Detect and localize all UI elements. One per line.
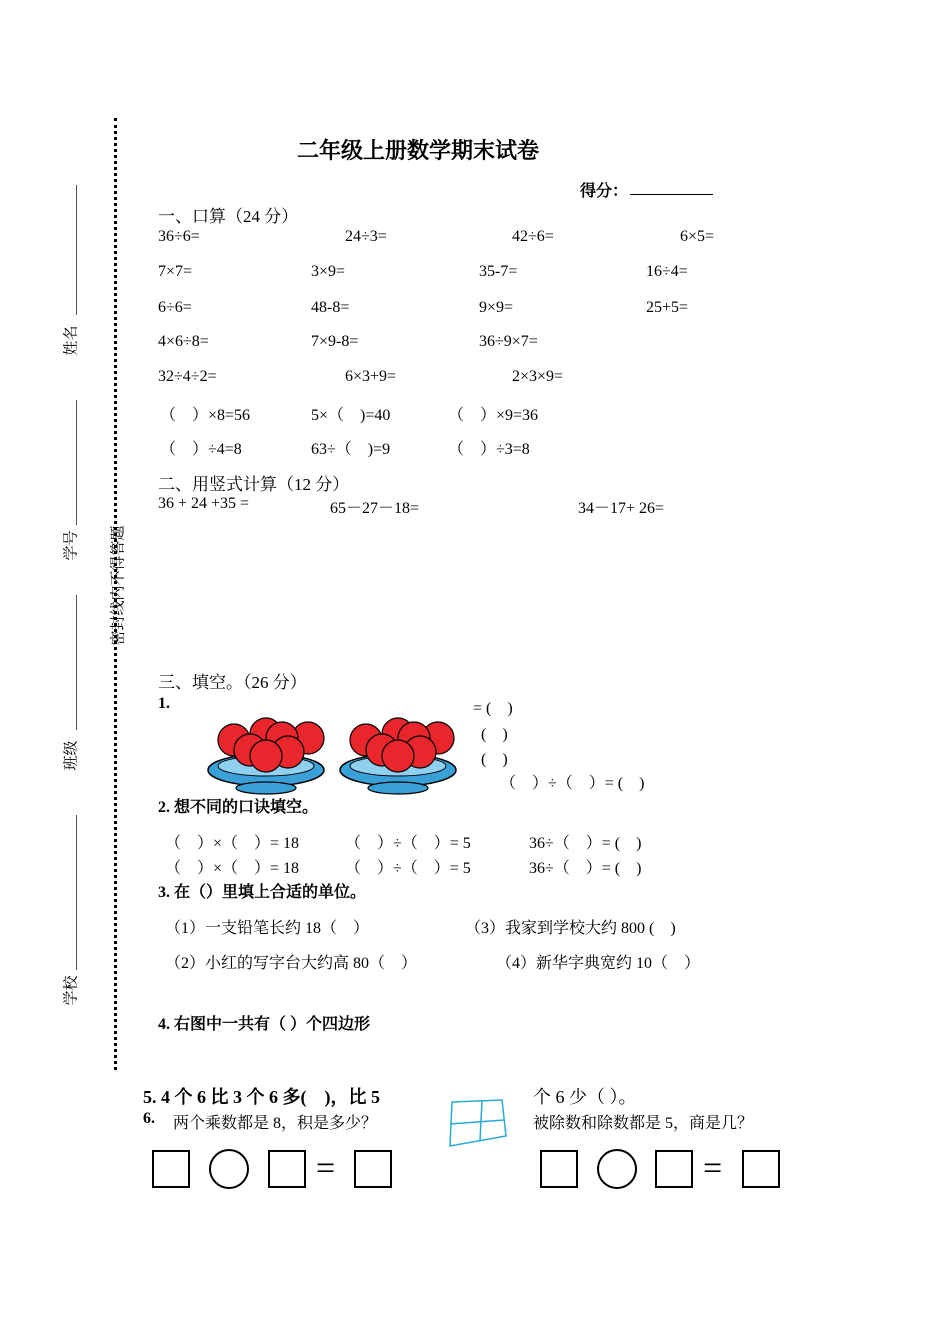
vertical-calc-item: 36 + 24 +35 = [158,495,250,512]
answer-box[interactable] [655,1150,693,1188]
q1-line: ( ) [481,751,508,768]
q2-item: 36÷（ ）= ( ) [529,835,642,852]
equals-sign: = [316,1150,336,1187]
calc-item: 6×3+9= [345,368,397,385]
calc-item: 32÷4÷2= [158,368,217,385]
q3-item: （2）小红的写字台大约高 80（ ） [165,955,418,972]
q4-text: 4. 右图中一共有（ ）个四边形 [158,1016,371,1033]
school-line [76,815,77,970]
calc-item: 24÷3= [345,228,387,245]
calc-item: 35-7= [479,263,518,280]
operator-circle[interactable] [209,1149,249,1189]
apple-plates-illustration [204,708,464,800]
calc-item: 4×6÷8= [158,333,209,350]
student-no-label: 学号 [63,530,80,561]
name-label: 姓名 [63,325,80,356]
answer-box[interactable] [742,1150,780,1188]
calc-item: 16÷4= [646,263,688,280]
section3-heading: 三、填空。（26 分） [158,673,307,692]
score-label: 得分： [580,183,629,200]
q6-text-b: 被除数和除数都是 5，商是几？ [533,1115,754,1132]
section1-heading: 一、口算（24 分） [158,207,299,226]
q1-label: 1. [158,695,170,712]
q2-text: 2. 想不同的口诀填空。 [158,799,319,816]
q3-item: （3）我家到学校大约 800 ( ) [465,920,676,937]
calc-item: 25+5= [646,299,689,316]
calc-item: 63÷（ )=9 [311,441,391,458]
calc-item: 7×9-8= [311,333,359,350]
calc-item: 42÷6= [512,228,554,245]
calc-item: 36÷9×7= [479,333,538,350]
calc-item: 6×5= [680,228,715,245]
q2-item: （ ）×（ ）= 18 [165,835,300,852]
q3-item: （1）一支铅笔长约 18（ ） [165,920,370,937]
section2-heading: 二、用竖式计算（12 分） [158,475,350,494]
calc-item: （ ）×8=56 [160,407,251,424]
calc-item: 36÷6= [158,228,200,245]
q1-line: = ( ) [473,700,513,717]
calc-item: （ ）×9=36 [448,407,539,424]
answer-box[interactable] [354,1150,392,1188]
page-title: 二年级上册数学期末试卷 [297,138,540,163]
q1-line: ( ) [481,726,508,743]
school-label: 学校 [63,975,80,1006]
vertical-calc-item: 34－17+ 26= [578,500,665,517]
calc-item: 9×9= [479,299,514,316]
q6-label: 6. [143,1110,155,1127]
calc-item: 6÷6= [158,299,192,316]
q3-text: 3. 在（）里填上合适的单位。 [158,884,367,901]
q3-item: （4）新华字典宽约 10（ ） [496,955,701,972]
calc-item: 5×（ )=40 [311,407,391,424]
answer-box[interactable] [152,1150,190,1188]
q1-line: （ ）÷（ ）= ( ) [500,775,645,792]
calc-item: （ ）÷3=8 [448,441,530,458]
quadrilateral-figure [446,1096,508,1152]
calc-item: 7×7= [158,263,193,280]
vertical-calc-item: 65－27－18= [330,500,420,517]
seal-note: 密封线内不得答题 [110,525,127,646]
calc-item: 3×9= [311,263,346,280]
student-no-line [76,400,77,525]
q5-text-b: 个 6 少（ ）。 [533,1087,637,1107]
operator-circle[interactable] [597,1149,637,1189]
q2-item: （ ）×（ ）= 18 [165,860,300,877]
answer-box[interactable] [540,1150,578,1188]
answer-box[interactable] [268,1150,306,1188]
equals-sign: = [703,1150,723,1187]
calc-item: 48-8= [311,299,350,316]
class-label: 班级 [63,740,80,771]
q2-item: 36÷（ ）= ( ) [529,860,642,877]
q5-text-a: 5. 4 个 6 比 3 个 6 多( )，比 5 [143,1087,380,1107]
q2-item: （ ）÷（ ）= 5 [345,835,471,852]
calc-item: （ ）÷4=8 [160,441,242,458]
class-line [76,595,77,730]
q2-item: （ ）÷（ ）= 5 [345,860,471,877]
score-blank-line [630,194,713,195]
name-line [76,185,77,315]
q6-text-a: 两个乘数都是 8，积是多少？ [173,1115,378,1132]
calc-item: 2×3×9= [512,368,564,385]
